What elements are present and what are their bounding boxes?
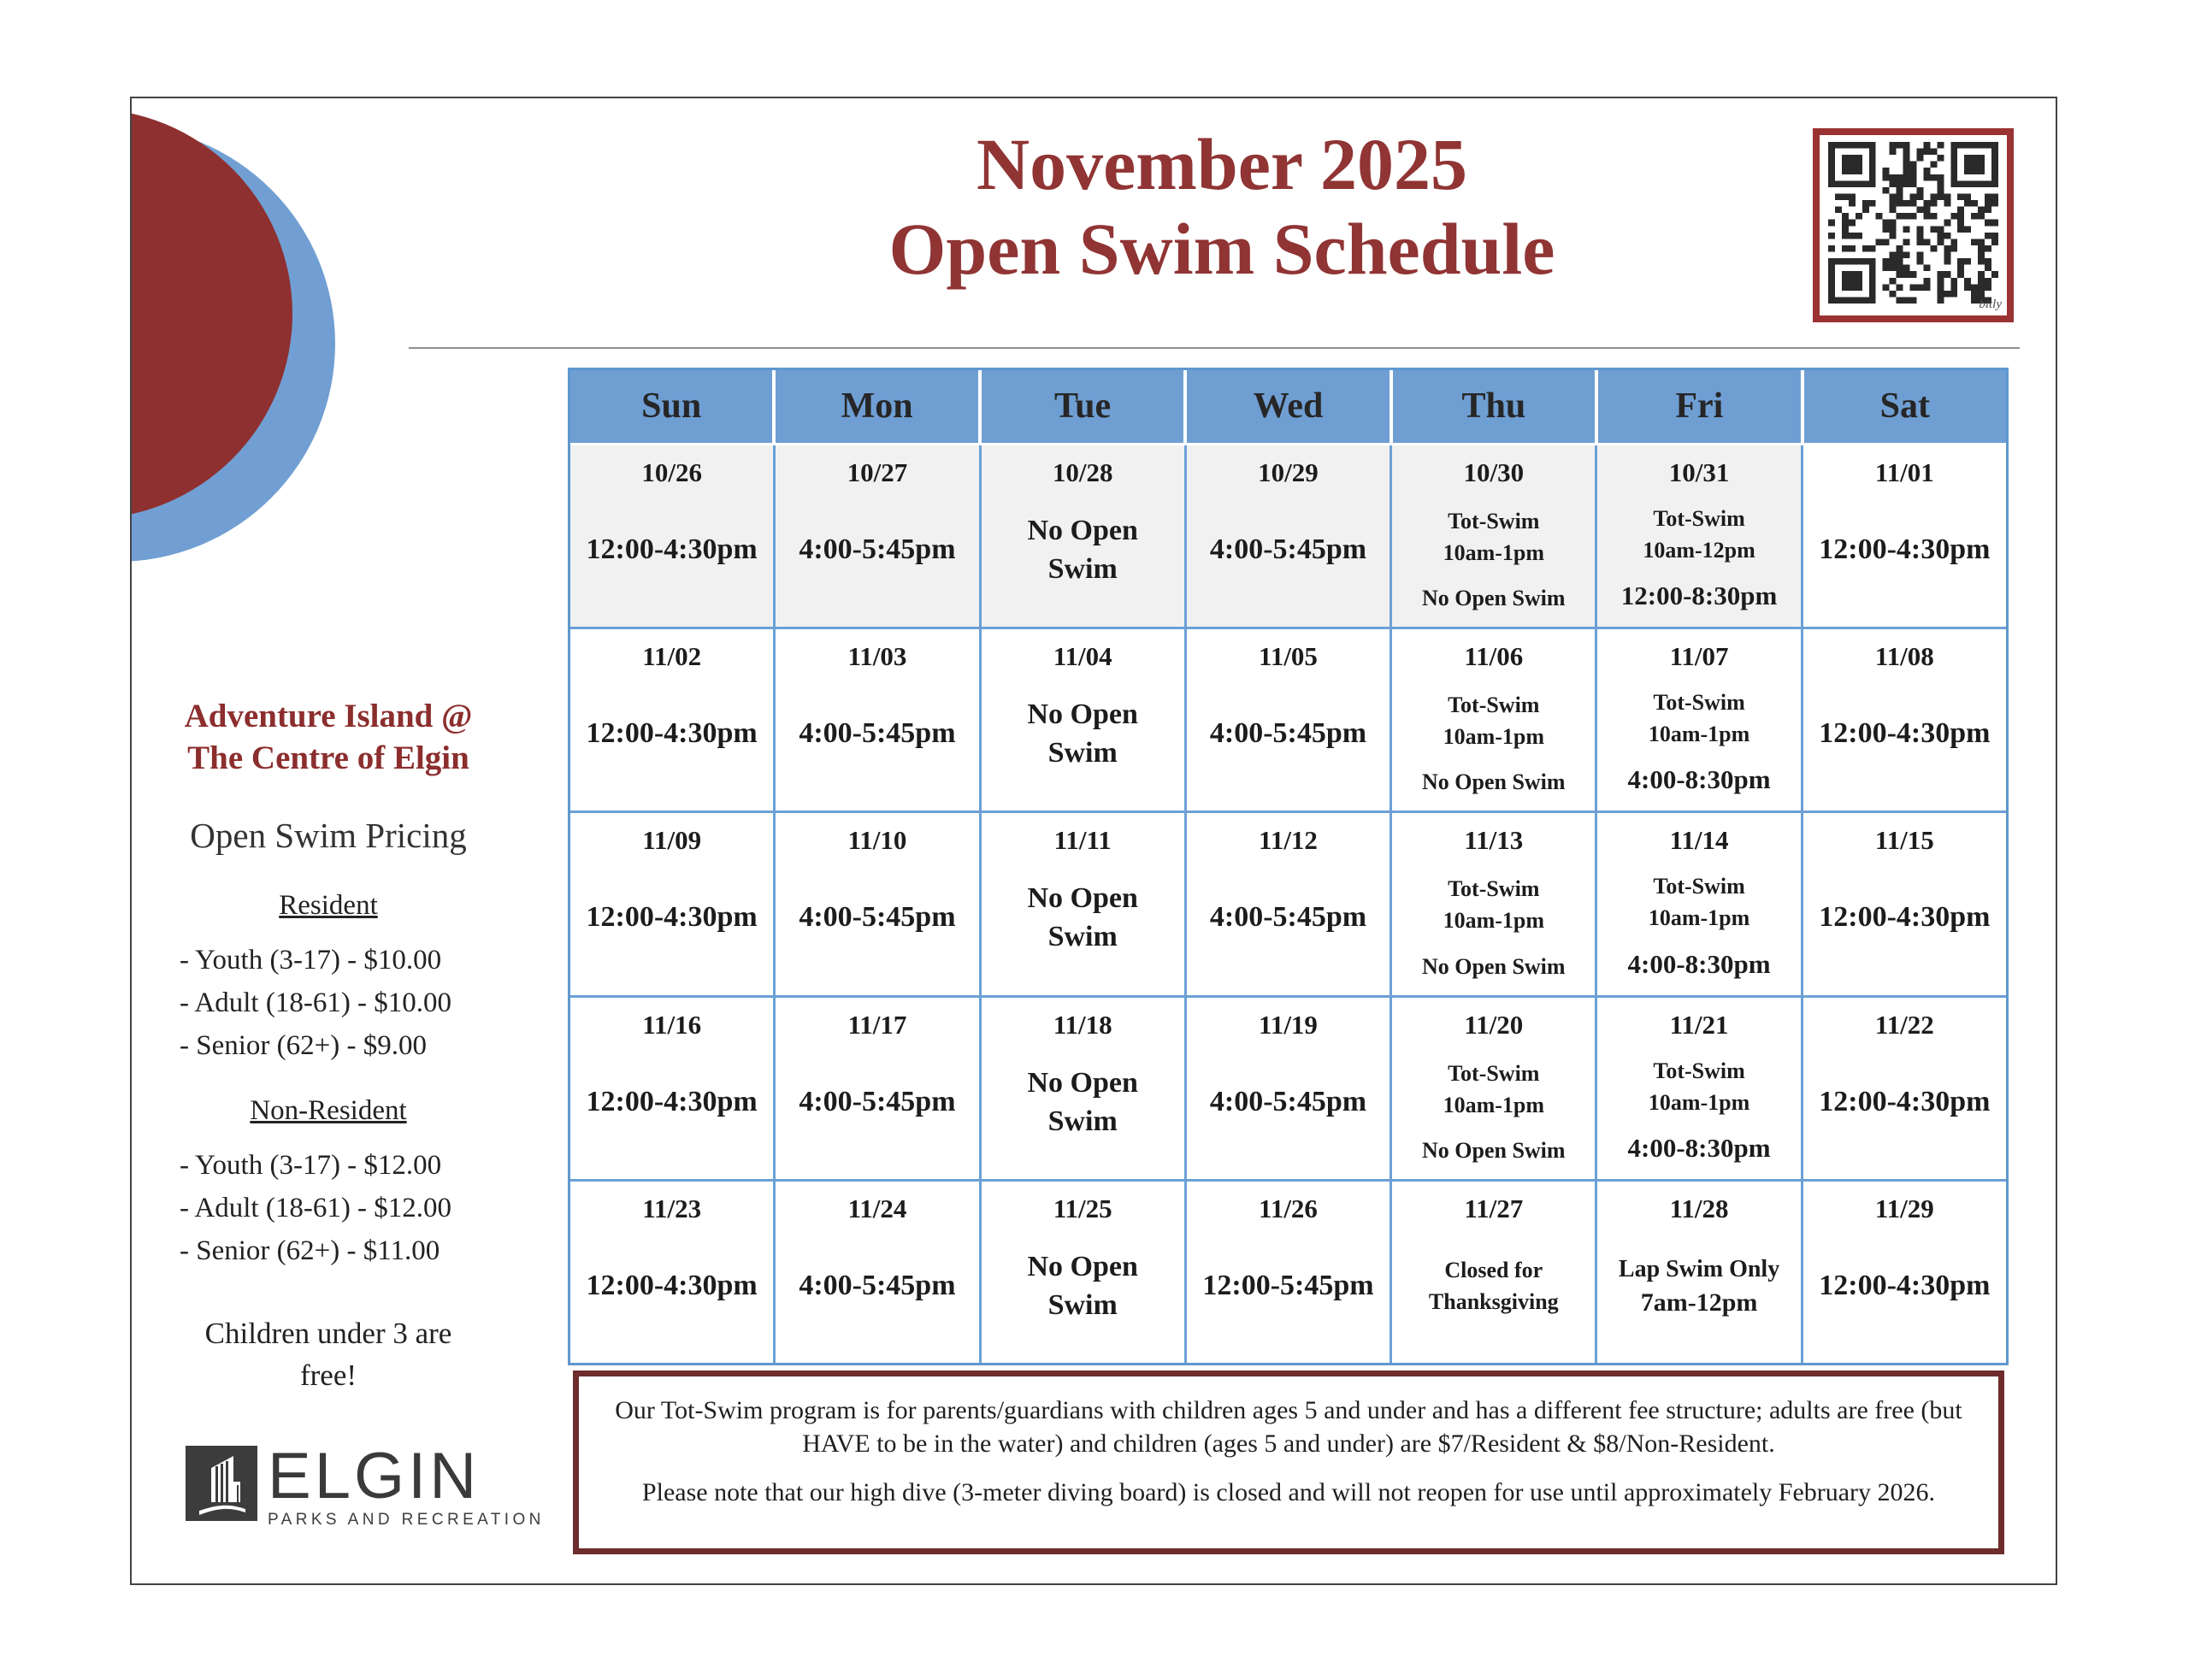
open-swim-time: 12:00-4:30pm [586,533,758,566]
cell-body [1192,672,1384,795]
cell-body [987,672,1179,795]
calendar-cell-11-16 [570,998,773,1179]
cell-date: 11/06 [1464,641,1524,672]
calendar-cell-11-02 [570,629,773,811]
no-open-swim-label: No Open Swim [1027,699,1138,769]
open-swim-time: 12:00-4:30pm [1819,1269,1991,1301]
cell-date: 10/29 [1258,457,1319,487]
cell-body [575,488,768,611]
cell-body [781,488,973,611]
cell-body [781,1040,973,1164]
tot-swim-label: Tot-Swim [1448,876,1540,902]
calendar-cell-11-13 [1392,813,1595,994]
tot-swim-label: Tot-Swim [1653,874,1745,899]
no-open-swim-label: No Open Swim [1027,1066,1138,1137]
tot-swim-time: 10am-1pm [1648,1089,1750,1115]
facility-line-2: The Centre of Elgin [187,740,469,776]
cell-bottom-line: 12:00-8:30pm [1620,581,1778,611]
tot-swim-label: Tot-Swim [1653,1058,1745,1083]
calendar-cell-11-11 [982,813,1184,994]
open-swim-time: 12:00-4:30pm [586,717,758,750]
cell-date: 10/30 [1463,457,1525,487]
tot-swim-label: Tot-Swim [1653,690,1745,716]
calendar-cell-11-01 [1803,445,2006,627]
calendar-cell-11-06 [1392,629,1595,811]
open-swim-time: 4:00-5:45pm [1209,717,1367,750]
cell-bottom-line: No Open Swim [1421,1137,1566,1163]
cell-body [1602,672,1795,764]
cell-bottom-line: No Open Swim [1421,769,1566,795]
calendar-cell-11-23 [570,1182,773,1363]
cell-body [987,488,1179,611]
cell-date: 11/07 [1669,641,1729,672]
calendar-cell-11-17 [776,998,978,1179]
lap-swim-time: 7am-12pm [1640,1288,1758,1317]
open-swim-time: 12:00-4:30pm [586,1085,758,1117]
flyer-page [130,97,2057,1585]
day-header-wed: Wed [1187,370,1389,443]
cell-date: 10/28 [1052,457,1113,487]
tot-swim-time: 10am-1pm [1648,722,1750,747]
free-note-line-2: free! [299,1359,357,1392]
cell-body [575,1040,768,1164]
tot-swim-time: 10am-1pm [1443,724,1544,750]
calendar-cell-11-14 [1597,813,1800,994]
calendar-cell-11-28 [1597,1182,1800,1363]
nonresident-price-line-1: - Adult (18-61) - $12.00 [180,1193,452,1223]
high-dive-note: Please note that our high dive (3-meter diving board) is closed and will not reopen for use until approximately February 2026. [641,1478,1936,1506]
lap-swim-label: Lap Swim Only [1618,1255,1780,1282]
cell-body [987,856,1179,979]
cell-date: 11/09 [642,825,702,856]
calendar-cell-11-05 [1187,629,1390,811]
calendar-cell-11-15 [1803,813,2006,994]
cell-body [1192,856,1384,979]
cell-body [1602,856,1795,948]
cell-body [781,856,973,979]
open-swim-time: 4:00-5:45pm [799,901,956,934]
day-header-thu: Thu [1393,370,1595,443]
no-open-swim-label: No Open Swim [1027,882,1138,953]
tot-swim-label: Tot-Swim [1448,1060,1540,1086]
cell-date: 11/22 [1874,1009,1934,1040]
cell-body [1808,672,2001,795]
cell-body [1397,488,1590,586]
open-swim-time: 12:00-4:30pm [1819,901,1991,934]
nonresident-price-line-0: - Youth (3-17) - $12.00 [180,1150,442,1181]
cell-date: 11/02 [642,641,702,672]
open-swim-time: 4:00-5:45pm [799,1269,956,1301]
calendar-cell-10-28 [982,445,1184,627]
cell-date: 11/16 [642,1009,702,1040]
page-title [516,122,1927,292]
cell-body [1808,1224,2001,1347]
calendar-cell-11-21 [1597,998,1800,1179]
open-swim-time: 4:00-5:45pm [799,533,956,566]
calendar-cell-11-25 [982,1182,1184,1363]
tot-swim-time: 10am-1pm [1648,905,1750,931]
day-header-fri: Fri [1598,370,1800,443]
cell-body [987,1040,1179,1164]
cell-date: 11/03 [847,641,907,672]
cell-body [1397,1224,1590,1347]
qr-code [1813,128,2014,322]
open-swim-time: 12:00-4:30pm [1819,717,1991,750]
calendar-cell-10-26 [570,445,773,627]
cell-body [1808,488,2001,611]
day-header-mon: Mon [776,370,977,443]
tot-swim-time: 10am-1pm [1443,908,1544,934]
cell-date: 11/27 [1464,1193,1524,1223]
day-header-sun: Sun [570,370,772,443]
calendar-header-row [570,370,2006,443]
cell-date: 11/23 [642,1193,702,1223]
calendar-cell-11-08 [1803,629,2006,811]
calendar-cell-11-18 [982,998,1184,1179]
calendar-cell-11-09 [570,813,773,994]
tot-swim-time: 10am-1pm [1443,540,1544,566]
cell-body [575,672,768,795]
title-divider [409,347,2020,349]
cell-date: 10/31 [1668,457,1730,487]
nonresident-price-list [180,1144,522,1272]
footnote-box [573,1371,2004,1554]
cell-bottom-line: 4:00-8:30pm [1627,764,1771,795]
open-swim-time: 12:00-5:45pm [1202,1269,1374,1301]
calendar-cell-10-31 [1597,445,1800,627]
cell-date: 11/28 [1669,1193,1729,1223]
calendar-cell-11-12 [1187,813,1390,994]
cell-body [1602,488,1795,581]
cell-bottom-line: 4:00-8:30pm [1627,948,1771,979]
free-children-note [149,1312,508,1396]
cell-body [781,1224,973,1347]
facility-line-1: Adventure Island @ [184,698,473,734]
cell-date: 11/29 [1874,1193,1934,1223]
calendar-cell-11-03 [776,629,978,811]
open-swim-calendar [568,368,2009,1365]
title-line-1: November 2025 [976,123,1468,205]
resident-price-list [180,939,522,1067]
cell-date: 11/08 [1874,641,1934,672]
tot-swim-time: 10am-1pm [1443,1092,1544,1117]
calendar-cell-11-20 [1392,998,1595,1179]
logo-text [268,1440,545,1530]
calendar-body [570,445,2006,1363]
day-header-tue: Tue [982,370,1183,443]
resident-price-line-0: - Youth (3-17) - $10.00 [180,945,442,976]
open-swim-time: 4:00-5:45pm [799,717,956,750]
resident-price-line-2: - Senior (62+) - $9.00 [180,1030,427,1061]
qr-pattern [1828,142,1998,304]
closed-line-2: Thanksgiving [1428,1288,1559,1314]
elgin-building-icon [186,1446,257,1521]
cell-body [575,1224,768,1347]
cell-body [1397,672,1590,769]
calendar-cell-11-19 [1187,998,1390,1179]
cell-date: 11/24 [847,1193,907,1223]
nonresident-header: Non-Resident [250,1095,407,1126]
cell-body [1192,488,1384,611]
cell-date: 10/26 [641,457,702,487]
tot-swim-label: Tot-Swim [1448,693,1540,718]
cell-date: 11/01 [1874,457,1934,487]
cell-body [1192,1040,1384,1164]
open-swim-time: 12:00-4:30pm [1819,1085,1991,1117]
closed-line-1: Closed for [1444,1257,1543,1282]
cell-date: 11/14 [1669,825,1729,856]
cell-bottom-line: No Open Swim [1421,953,1566,979]
cell-bottom-line: 4:00-8:30pm [1627,1132,1771,1163]
calendar-cell-11-10 [776,813,978,994]
cell-body [1808,1040,2001,1164]
logo-name: ELGIN [268,1440,481,1512]
cell-date: 11/18 [1053,1009,1112,1040]
calendar-cell-10-30 [1392,445,1595,627]
calendar-cell-11-24 [776,1182,978,1363]
cell-body [1808,856,2001,979]
tot-swim-note: Our Tot-Swim program is for parents/guardians with children ages 5 and under and has a different fee structure; adults are free (but HAVE to be in the water) and children (ages 5 and under) are $7/Resident & $8/Non-Resident. [615,1396,1962,1458]
day-header-sat: Sat [1804,370,2006,443]
calendar-cell-11-07 [1597,629,1800,811]
cell-date: 11/13 [1464,825,1524,856]
resident-header: Resident [279,890,378,921]
cell-body [1602,1224,1795,1347]
cell-date: 11/20 [1464,1009,1524,1040]
no-open-swim-label: No Open Swim [1027,515,1138,586]
elgin-parks-logo [186,1440,545,1530]
cell-date: 11/15 [1874,825,1934,856]
logo-subtitle: PARKS AND RECREATION [268,1511,545,1529]
tot-swim-label: Tot-Swim [1653,506,1745,532]
cell-body [1397,1040,1590,1138]
cell-date: 11/17 [847,1009,907,1040]
title-line-2: Open Swim Schedule [888,208,1555,290]
open-swim-time: 12:00-4:30pm [586,1269,758,1301]
calendar-cell-10-27 [776,445,978,627]
cell-date: 11/12 [1259,825,1318,856]
no-open-swim-label: No Open Swim [1027,1250,1138,1321]
cell-date: 11/25 [1053,1193,1112,1223]
cell-bottom-line: No Open Swim [1421,586,1566,611]
cell-date: 11/04 [1053,641,1112,672]
cell-body [987,1224,1179,1347]
qr-bitly-label: bitly [1979,298,2002,311]
tot-swim-label: Tot-Swim [1448,509,1540,534]
nonresident-price-line-2: - Senior (62+) - $11.00 [180,1235,440,1266]
cell-date: 11/05 [1259,641,1318,672]
open-swim-time: 12:00-4:30pm [1819,533,1991,566]
resident-price-line-1: - Adult (18-61) - $10.00 [180,987,452,1018]
cell-body [781,672,973,795]
calendar-cell-11-27 [1392,1182,1595,1363]
cell-date: 11/19 [1259,1009,1318,1040]
open-swim-time: 4:00-5:45pm [799,1085,956,1117]
calendar-cell-11-29 [1803,1182,2006,1363]
cell-body [1192,1224,1384,1347]
pricing-title: Open Swim Pricing [190,816,467,855]
cell-body [575,856,768,979]
open-swim-time: 12:00-4:30pm [586,901,758,934]
calendar-cell-11-04 [982,629,1184,811]
cell-body [1397,856,1590,953]
cell-date: 11/26 [1259,1193,1318,1223]
free-note-line-1: Children under 3 are [204,1317,452,1350]
cell-date: 11/21 [1669,1009,1729,1040]
cell-body [1602,1040,1795,1133]
cell-date: 11/10 [847,825,907,856]
calendar-cell-11-22 [1803,998,2006,1179]
open-swim-time: 4:00-5:45pm [1209,1085,1367,1117]
open-swim-time: 4:00-5:45pm [1209,901,1367,934]
cell-date: 11/11 [1053,825,1112,856]
facility-name [149,695,508,779]
open-swim-time: 4:00-5:45pm [1209,533,1367,566]
tot-swim-time: 10am-12pm [1643,538,1755,563]
calendar-cell-10-29 [1187,445,1390,627]
calendar-cell-11-26 [1187,1182,1390,1363]
cell-date: 10/27 [847,457,908,487]
